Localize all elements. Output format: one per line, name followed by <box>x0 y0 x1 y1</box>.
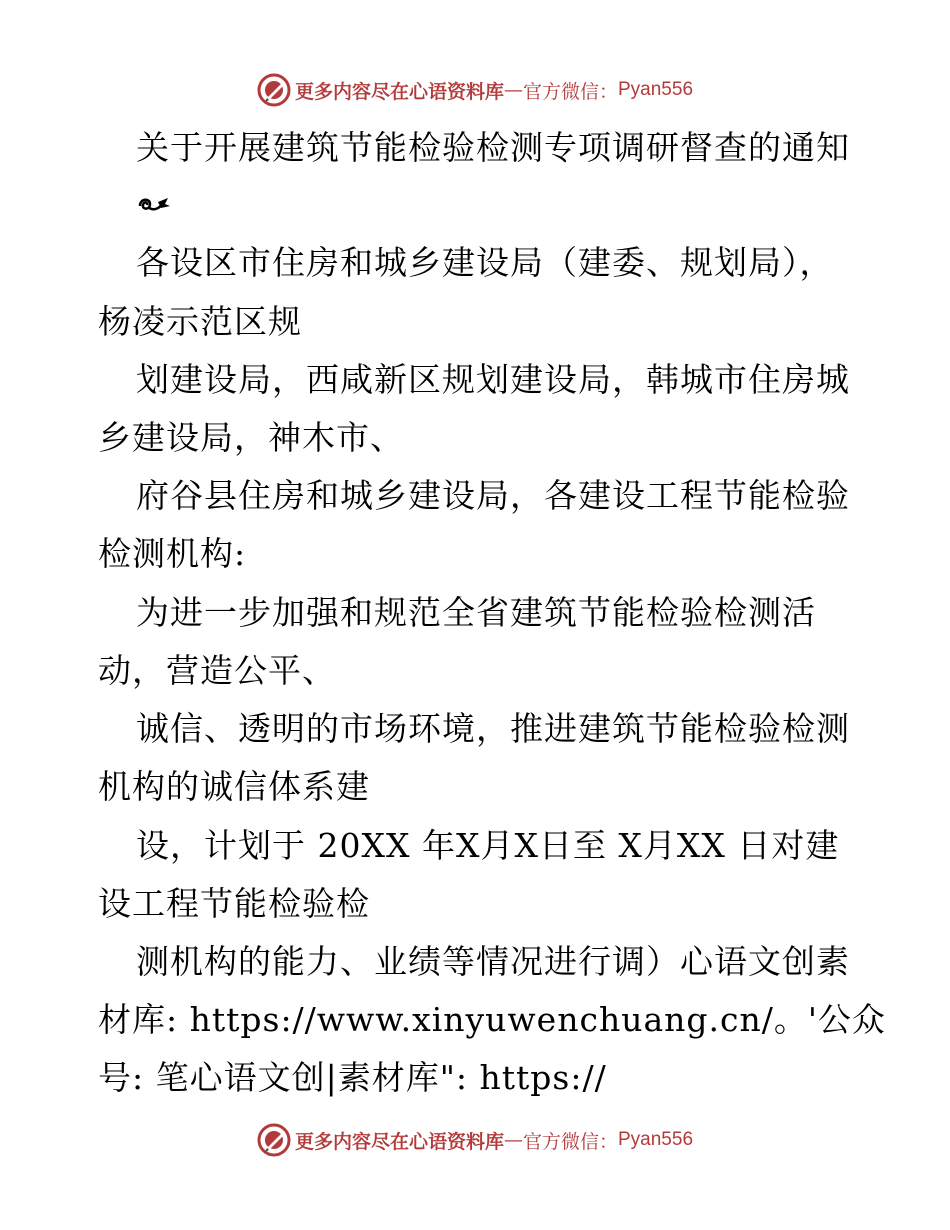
body-line-1: 各设区市住房和城乡建设局（建委、规划局）， <box>136 243 834 282</box>
body-line-8: 动，营造公平、 <box>98 651 336 690</box>
banner-wechat-id: Pyan556 <box>618 79 694 100</box>
header-banner <box>0 70 950 110</box>
banner-wechat-label: 官方微信： <box>522 1130 618 1153</box>
banner-brand-text: 更多内容尽在心语资料库 <box>294 1130 504 1153</box>
flourish-icon <box>134 190 174 220</box>
body-line-9: 诚信、透明的市场环境，推进建筑节能检验检测 <box>136 709 850 748</box>
banner-brand-text: 更多内容尽在心语资料库 <box>294 80 504 103</box>
body-line-13: 测机构的能力、业绩等情况进行调）心语文创素 <box>136 942 850 981</box>
body-line-6: 检测机构: <box>98 534 247 573</box>
document-title: 关于开展建筑节能检验检测专项调研督查的通知 <box>136 128 850 167</box>
body-line-4: 乡建设局，神木市、 <box>98 418 404 457</box>
body-line-10: 机构的诚信体系建 <box>98 767 370 806</box>
body-line-2: 杨凌示范区规 <box>98 302 302 341</box>
body-line-12: 设工程节能检验检 <box>98 884 370 923</box>
footer-banner <box>0 1120 950 1160</box>
banner-wechat-id: Pyan556 <box>618 1129 694 1150</box>
body-line-5: 府谷县住房和城乡建设局，各建设工程节能检验 <box>136 476 850 515</box>
body-line-11: 设，计划于 20XX 年X月X日至 X月XX 日对建 <box>136 826 840 865</box>
banner-wechat-label: 官方微信： <box>522 80 618 103</box>
body-line-3: 划建设局，西咸新区规划建设局，韩城市住房城 <box>136 360 850 399</box>
body-line-7: 为进一步加强和规范全省建筑节能检验检测活 <box>136 593 816 632</box>
banner-dash: — <box>503 1129 523 1151</box>
body-line-15: 号: 笔心语文创|素材库": https:// <box>98 1058 607 1097</box>
brand-logo-icon <box>257 73 291 107</box>
banner-dash: — <box>503 79 523 101</box>
body-line-14: 材库: https://www.xinyuwenchuang.cn/。'公众 <box>98 1000 886 1039</box>
brand-logo-icon <box>257 1123 291 1157</box>
